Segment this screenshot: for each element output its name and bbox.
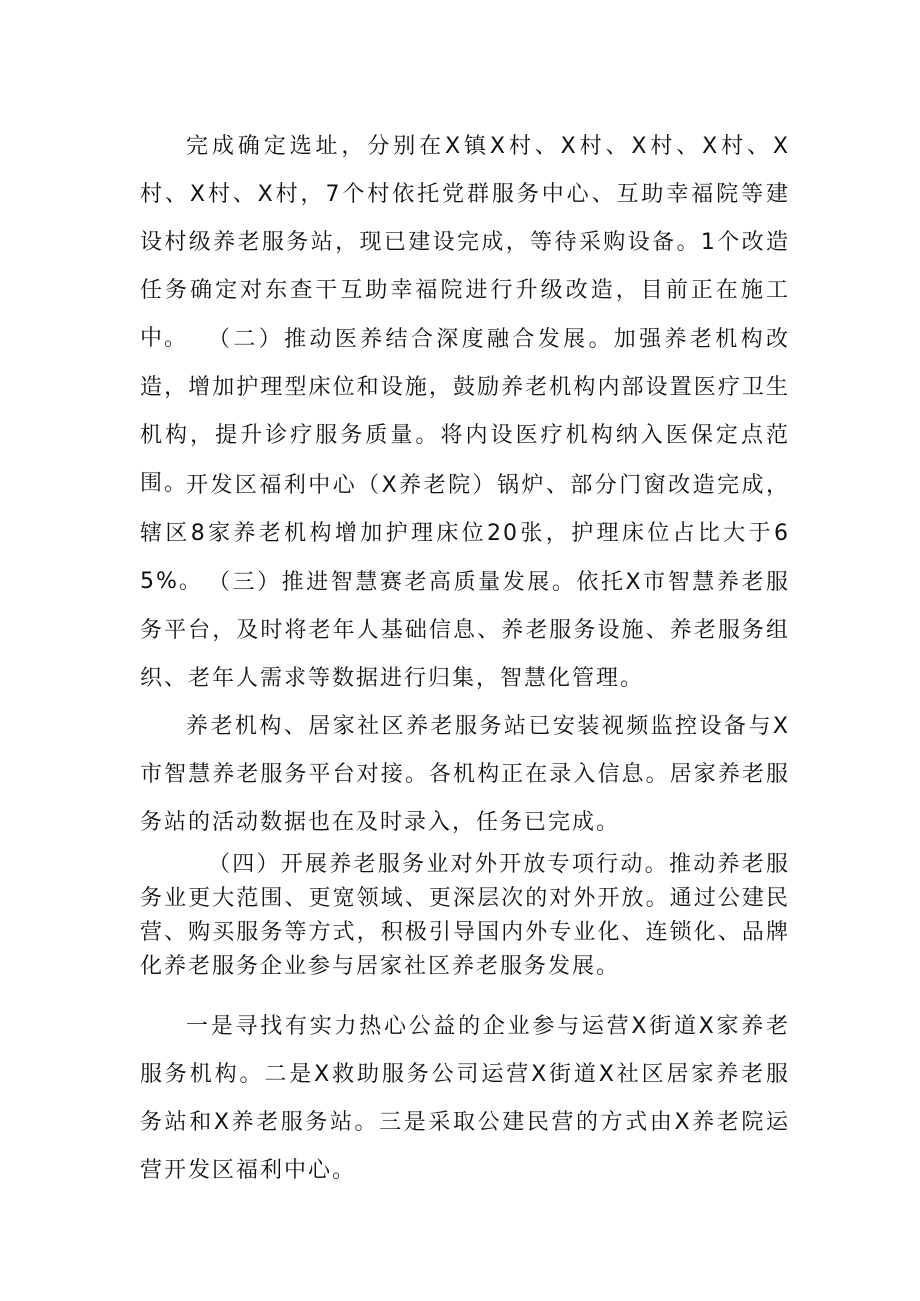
paragraph-section-four-heading: （四）开展养老服务业对外开放专项行动。推动养老服务业更大范围、更宽领域、更深层次的对外开放。通过公建民营、购买服务等方式，积极引导国内外专业化、连锁化、品牌化养老服务企业参与居家社区养老服务发展。 xyxy=(140,852,790,979)
paragraph-section-three-heading: （三）推进智慧赛老高质量发展。依托X市智慧养老服务平台，及时将老年人基础信息、养老服务设施、养老服务组织、老年人需求等数据进行归集，智慧化管理。 xyxy=(140,570,790,691)
paragraph-monitoring: 养老机构、居家社区养老服务站已安装视频监控设备与X市智慧养老服务平台对接。各机构正在录入信息。居家养老服务站的活动数据也在及时录入，任务已完成。 xyxy=(140,714,790,835)
paragraph-section-two-heading: （二）推动医养结合深度融合发展。加强养老机构改造，增加护理型床位和设施，鼓励养老机构内部设置医疗卫生机构，提升诊疗服务质量。将内设医疗机构纳入医保定点范围。 xyxy=(140,327,790,496)
paragraph-operations: 一是寻找有实力热心公益的企业参与运营X街道X家养老服务机构。二是X救助服务公司运营X街道X社区居家养老服务站和X养老服务站。三是采取公建民营的方式由X养老院运营开发区福利中心。 xyxy=(140,1014,790,1183)
paragraph-site-selection: 完成确定选址，分别在X镇X村、X村、X村、X村、X村、X村、X村，7个村依托党群服务中心、互助幸福院等建设村级养老服务站，现已建设完成，等待采购设备。1个改造任务确定对东查干互助幸福院进行升级改造，目前正在施工中。 xyxy=(140,134,790,351)
paragraph-welfare-center: 开发区福利中心（X养老院）锅炉、部分门窗改造完成，辖区8家养老机构增加护理床位20张，护理床位占比大于65%。 xyxy=(140,473,790,594)
